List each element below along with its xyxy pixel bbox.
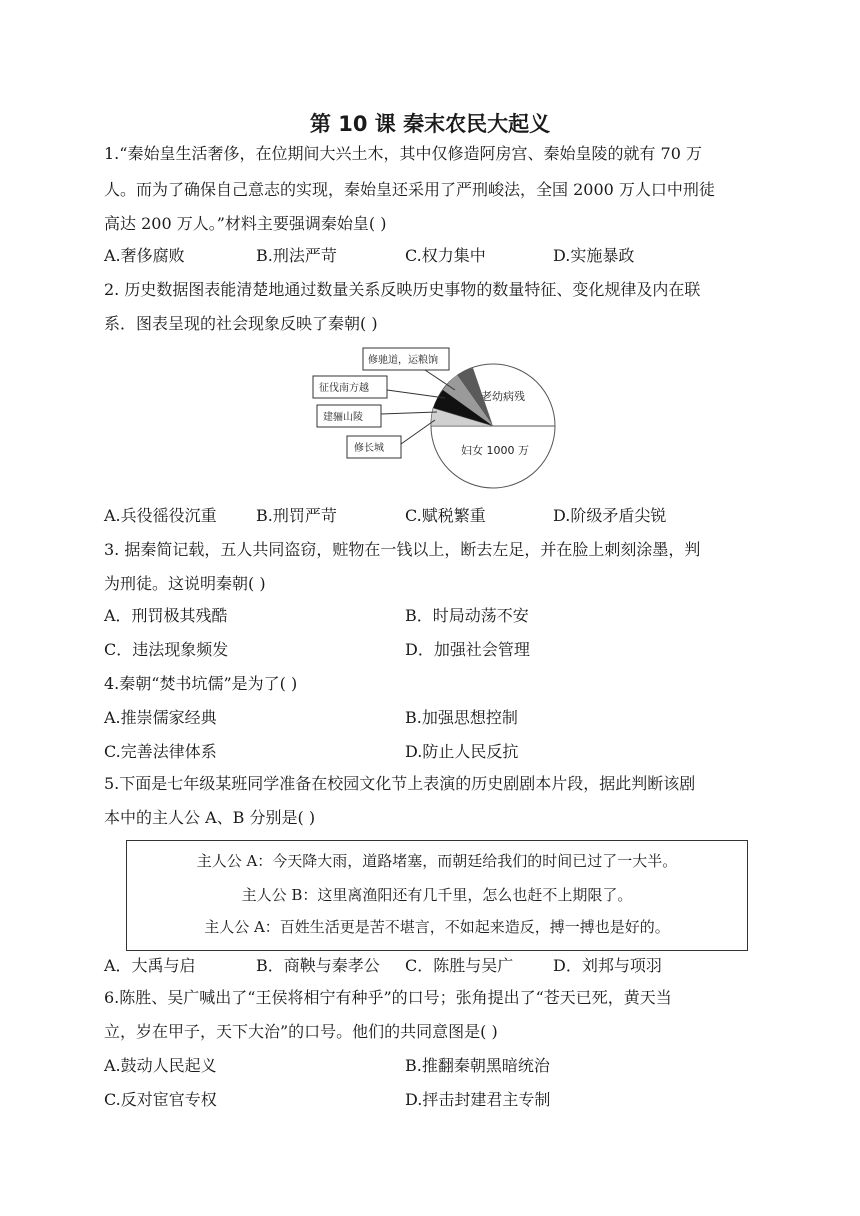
question-4-line-1: 4.秦朝“焚书坑儒”是为了( ) — [104, 674, 298, 693]
question-1-line-1: 1.“秦始皇生活奢侈，在位期间大兴土木，其中仅修造阿房宫、秦始皇陵的就有 70 万 — [104, 144, 702, 163]
script-line-2: 主人公 B：这里离渔阳还有几千里，怎么也赶不上期限了。 — [241, 886, 633, 904]
question-3-line-1: 3. 据秦简记载，五人共同盗窃，赃物在一钱以上，断去左足，并在脸上刺刻涂墨，判 — [104, 540, 701, 559]
question-3-option-c[interactable]: C．违法现象频发 — [104, 640, 229, 659]
question-5-option-b[interactable]: B．商鞅与秦孝公 — [256, 956, 380, 975]
script-line-3: 主人公 A：百姓生活更是苦不堪言，不如起来造反，搏一搏也是好的。 — [204, 918, 670, 936]
question-2-option-c[interactable]: C.赋税繁重 — [405, 506, 486, 525]
question-6-line-2: 立，岁在甲子，天下大治”的口号。他们的共同意图是( ) — [104, 1022, 498, 1041]
callout-leader-mausoleum — [381, 412, 437, 414]
question-2-option-a[interactable]: A.兵役徭役沉重 — [104, 506, 217, 525]
script-excerpt-box — [126, 840, 748, 951]
callout-leader-road — [425, 370, 455, 390]
pie-label-women: 妇女 1000 万 — [461, 444, 529, 457]
question-2-option-b[interactable]: B.刑罚严苛 — [256, 506, 337, 525]
question-5-line-1: 5.下面是七年级某班同学准备在校园文化节上表演的历史剧剧本片段，据此判断该剧 — [104, 774, 696, 793]
question-6-option-b[interactable]: B.推翻秦朝黑暗统治 — [405, 1056, 550, 1075]
callout-leader-wall — [401, 420, 435, 444]
question-5-option-d[interactable]: D．刘邦与项羽 — [553, 956, 662, 975]
page-title: 第 10 课 秦末农民大起义 — [309, 112, 551, 136]
question-1-option-d[interactable]: D.实施暴政 — [553, 246, 635, 265]
callout-south: 征伐南方越 — [319, 383, 369, 394]
question-3-option-b[interactable]: B．时局动荡不安 — [405, 606, 529, 625]
question-5-line-2: 本中的主人公 A、B 分别是( ) — [104, 808, 316, 827]
question-2-line-2: 系．图表呈现的社会现象反映了秦朝( ) — [104, 314, 378, 333]
question-3-line-2: 为刑徒。这说明秦朝( ) — [104, 574, 266, 593]
question-6-option-d[interactable]: D.抨击封建君主专制 — [405, 1090, 551, 1109]
question-1-line-2: 人。而为了确保自己意志的实现，秦始皇还采用了严刑峻法，全国 2000 万人口中刑徒 — [104, 180, 715, 199]
callout-leader-south — [387, 390, 445, 398]
question-2-option-d[interactable]: D.阶级矛盾尖锐 — [553, 506, 667, 525]
question-5-option-c[interactable]: C．陈胜与吴广 — [405, 956, 514, 975]
callout-road: 修驰道，运粮饷 — [368, 355, 438, 366]
question-4-option-c[interactable]: C.完善法律体系 — [104, 742, 217, 761]
question-1-option-a[interactable]: A.奢侈腐败 — [104, 246, 185, 265]
question-5-option-a[interactable]: A．大禹与启 — [104, 956, 196, 975]
question-4-option-a[interactable]: A.推崇儒家经典 — [104, 708, 217, 727]
question-2-line-1: 2. 历史数据图表能清楚地通过数量关系反映历史事物的数量特征、变化规律及内在联 — [104, 280, 701, 299]
question-1-option-c[interactable]: C.权力集中 — [405, 246, 486, 265]
question-1-option-b[interactable]: B.刑法严苛 — [256, 246, 337, 265]
population-pie-chart — [305, 340, 565, 490]
callout-wall: 修长城 — [354, 443, 384, 454]
question-3-option-d[interactable]: D．加强社会管理 — [405, 640, 530, 659]
question-3-option-a[interactable]: A．刑罚极其残酷 — [104, 606, 228, 625]
question-4-option-b[interactable]: B.加强思想控制 — [405, 708, 518, 727]
question-6-option-a[interactable]: A.鼓动人民起义 — [104, 1056, 217, 1075]
question-6-option-c[interactable]: C.反对宦官专权 — [104, 1090, 217, 1109]
pie-label-elderly: 老幼病残 — [481, 390, 525, 403]
callout-mausoleum: 建骊山陵 — [323, 412, 363, 423]
question-6-line-1: 6.陈胜、吴广喊出了“王侯将相宁有种乎”的口号；张角提出了“苍天已死，黄天当 — [104, 988, 672, 1007]
script-line-1: 主人公 A：今天降大雨，道路堵塞，而朝廷给我们的时间已过了一大半。 — [196, 852, 678, 870]
question-4-option-d[interactable]: D.防止人民反抗 — [405, 742, 519, 761]
question-1-line-3: 高达 200 万人。”材料主要强调秦始皇( ) — [104, 214, 387, 233]
